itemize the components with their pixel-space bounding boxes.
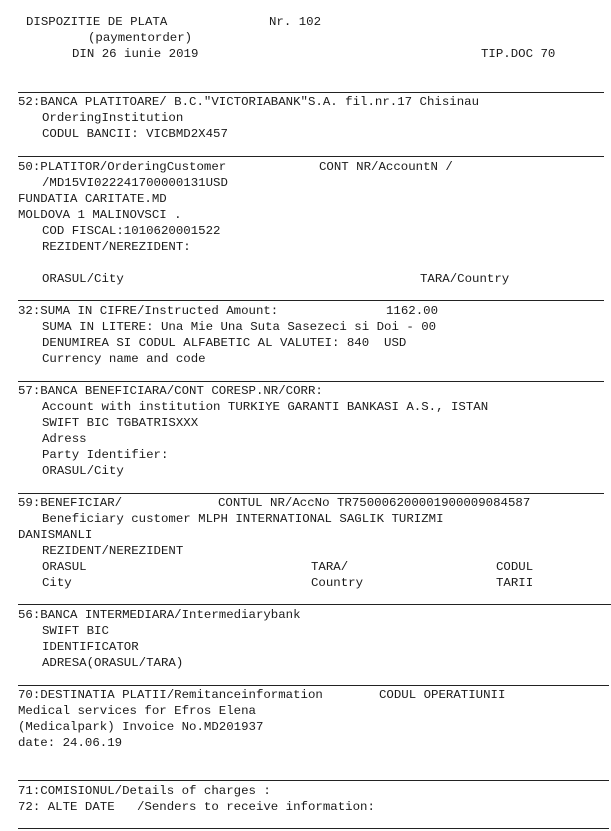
document-subtitle: (paymentorder)	[88, 31, 193, 45]
beneficiary-bank-adress: Adress	[42, 432, 87, 446]
section-72-other-data: 72: ALTE DATE /Senders to receive information:	[18, 800, 375, 814]
amount-in-words: SUMA IN LITERE: Una Mie Una Suta Sasezeci si Doi - 00	[42, 320, 437, 334]
intermediary-identificator: IDENTIFICATOR	[42, 640, 139, 654]
divider	[18, 604, 611, 605]
section-71-charges: 71:COMISIONUL/Details of charges :	[18, 784, 271, 798]
payer-account: /MD15VI022241700000131USD	[42, 176, 228, 190]
document-type: TIP.DOC 70	[481, 47, 556, 61]
document-number: Nr. 102	[269, 15, 322, 29]
intermediary-address: ADRESA(ORASUL/TARA)	[42, 656, 184, 670]
currency-code: DENUMIREA SI CODUL ALFABETIC AL VALUTEI: 840 USD	[42, 336, 407, 350]
beneficiary-account: CONTUL NR/AccNo TR750006200001900009084587	[218, 496, 531, 510]
beneficiary-city: City	[42, 576, 72, 590]
resident-status: REZIDENT/NEREZIDENT:	[42, 240, 191, 254]
divider	[18, 780, 609, 781]
section-32-title: 32:SUMA IN CIFRE/Instructed Amount:	[18, 304, 279, 318]
beneficiary-bank-swift: SWIFT BIC TGBATRISXXX	[42, 416, 199, 430]
section-50-title: 50:PLATITOR/OrderingCustomer	[18, 160, 227, 174]
remittance-line-2: (Medicalpark) Invoice No.MD201937	[18, 720, 264, 734]
divider	[18, 381, 604, 382]
intermediary-swift: SWIFT BIC	[42, 624, 109, 638]
currency-label: Currency name and code	[42, 352, 206, 366]
fiscal-code: COD FISCAL:1010620001522	[42, 224, 221, 238]
payer-city: ORASUL/City	[42, 272, 124, 286]
ordering-institution-label: OrderingInstitution	[42, 111, 184, 125]
beneficiary-country: Country	[311, 576, 364, 590]
beneficiary-customer: Beneficiary customer MLPH INTERNATIONAL SAGLIK TURIZMI	[42, 512, 444, 526]
section-56-title: 56:BANCA INTERMEDIARA/Intermediarybank	[18, 608, 301, 622]
account-number-label: CONT NR/AccountN /	[319, 160, 453, 174]
account-with-institution: Account with institution TURKIYE GARANTI BANKASI A.S., ISTAN	[42, 400, 489, 414]
divider	[18, 685, 609, 686]
remittance-line-1: Medical services for Efros Elena	[18, 704, 256, 718]
document-date: DIN 26 iunie 2019	[72, 47, 199, 61]
beneficiary-country-code: TARII	[496, 576, 534, 590]
section-52-title: 52:BANCA PLATITOARE/ B.C."VICTORIABANK"S.A. fil.nr.17 Chisinau	[18, 95, 480, 109]
document-title: DISPOZITIE DE PLATA	[26, 15, 168, 29]
payer-country: TARA/Country	[420, 272, 510, 286]
section-70-title: 70:DESTINATIA PLATII/Remitanceinformation	[18, 688, 323, 702]
divider	[18, 828, 609, 829]
beneficiary-country-code-label: CODUL	[496, 560, 534, 574]
instructed-amount: 1162.00	[386, 304, 439, 318]
remittance-date: date: 24.06.19	[18, 736, 123, 750]
section-57-title: 57:BANCA BENEFICIARA/CONT CORESP.NR/CORR:	[18, 384, 323, 398]
beneficiary-city-label: ORASUL	[42, 560, 87, 574]
payer-address: MOLDOVA 1 MALINOVSCI .	[18, 208, 182, 222]
beneficiary-resident-status: REZIDENT/NEREZIDENT	[42, 544, 184, 558]
section-59-title: 59:BENEFICIAR/	[18, 496, 123, 510]
operation-code-label: CODUL OPERATIUNII	[379, 688, 506, 702]
divider	[18, 156, 604, 157]
beneficiary-country-label: TARA/	[311, 560, 349, 574]
payer-name: FUNDATIA CARITATE.MD	[18, 192, 167, 206]
divider	[18, 92, 604, 93]
beneficiary-customer-continued: DANISMANLI	[18, 528, 93, 542]
divider	[18, 493, 604, 494]
divider	[18, 300, 604, 301]
bank-code: CODUL BANCII: VICBMD2X457	[42, 127, 228, 141]
party-identifier: Party Identifier:	[42, 448, 169, 462]
beneficiary-bank-city: ORASUL/City	[42, 464, 124, 478]
